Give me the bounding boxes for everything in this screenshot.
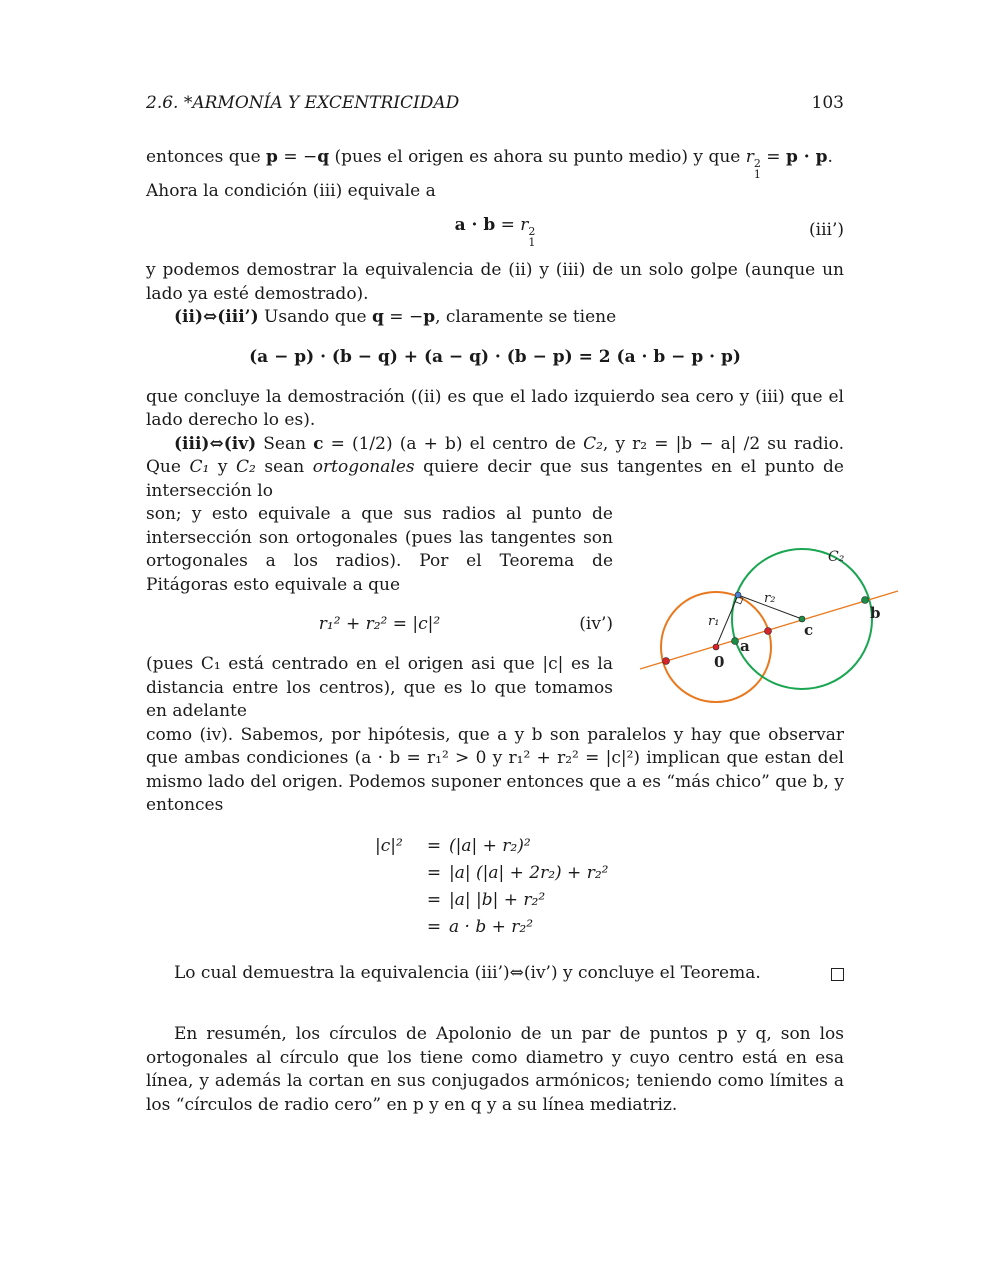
point-origin	[713, 644, 719, 650]
label-a: a	[740, 637, 750, 655]
label-b: b	[870, 604, 881, 622]
point-intersection-line-right	[765, 628, 772, 635]
page-number: 103	[811, 93, 844, 113]
wrapped-section	[146, 503, 881, 724]
point-intersection-line-left	[663, 658, 670, 665]
paragraph-6: (pues C₁ está centrado en el origen asi que |c| es la distancia entre los centros), que es lo que tomamos en adelante	[146, 654, 613, 721]
equation-iv-prime: r₁² + r₂² = |c|² (iv’)	[146, 597, 613, 653]
paragraph-5-continued: son; y esto equivale a que sus radios al punto de intersección son ortogonales (pues las tangentes son ortogonales a los radios). Por el Teorema de Pitágoras esto equivale a que	[146, 504, 613, 595]
final-paragraph: En resumén, los círculos de Apolonio de un par de puntos p y q, son los ortogonales al círculo que los tiene como diametro y cuyo centro está en esa línea, y además la cortan en sus conjugados armónicos; teniendo como límites a los “círculos de radio cero” en p y en q y a su línea mediatriz.	[146, 1024, 844, 1115]
paragraph-6-continued: como (iv). Sabemos, por hipótesis, que a y b son paralelos y hay que observar que ambas condiciones (a · b = r₁² > 0 y r₁² + r₂² = |c|²) implican que estan del mismo lado del origen. Podemos suponer entonces que a es “más chico” que b, y entonces	[146, 724, 844, 815]
equation-tag: (iii’)	[809, 220, 844, 241]
label-0: 0	[714, 653, 725, 671]
equation-iii-prime: a · b = r 2 1 (iii’)	[454, 215, 844, 249]
align-row: |c|² = (|a| + r₂)²	[375, 836, 531, 857]
paragraph-1: entonces que p = −q (pues el origen es ahora su punto medio) y que r 2 1 = p · p. Ahora la condición (iii) equivale a	[146, 146, 833, 201]
label-C2: C₂	[828, 549, 845, 565]
running-header	[146, 92, 844, 116]
equation-tag: (iv’)	[579, 614, 613, 635]
page	[146, 92, 881, 1117]
label-c: c	[804, 621, 814, 639]
align-row: = a · b + r₂²	[426, 917, 534, 938]
qed-square-icon	[831, 968, 844, 981]
paragraph-3: (ii)⇔(iii’) Usando que q = −p, claramente se tiene	[174, 307, 617, 327]
aligned-equations	[375, 834, 615, 942]
paragraph-4: que concluye la demostración ((ii) es que el lado izquierdo sea cero y (iii) que el lado derecho lo es).	[146, 386, 844, 430]
point-a	[732, 638, 739, 645]
label-r1: r₁	[708, 614, 720, 629]
align-row: = |a| (|a| + 2r₂) + r₂²	[426, 863, 609, 884]
paragraph-2: y podemos demostrar la equivalencia de (ii) y (iii) de un solo golpe (aunque un lado ya esté demostrado).	[146, 260, 844, 304]
orthogonal-circles-figure	[636, 539, 906, 709]
equation-main: (a − p) · (b − q) + (a − q) · (b − p) = 2 (a · b − p · p)	[249, 346, 741, 367]
qed-line: Lo cual demuestra la equivalencia (iii’)⇔(iv’) y concluye el Teorema.	[146, 962, 844, 986]
point-b	[862, 597, 869, 604]
paragraph-5: (iii)⇔(iv) Sean c = (1/2) (a + b) el centro de C₂, y r₂ = |b − a| /2 su radio. Que C₁ y C₂ sean ortogonales quiere decir que sus tangentes en el punto de intersección lo	[146, 433, 844, 501]
label-r2: r₂	[764, 591, 776, 606]
section-title: 2.6. *ARMONÍA Y EXCENTRICIDAD	[146, 93, 460, 113]
point-intersection-circles	[735, 592, 741, 598]
align-row: = |a| |b| + r₂²	[426, 890, 546, 911]
